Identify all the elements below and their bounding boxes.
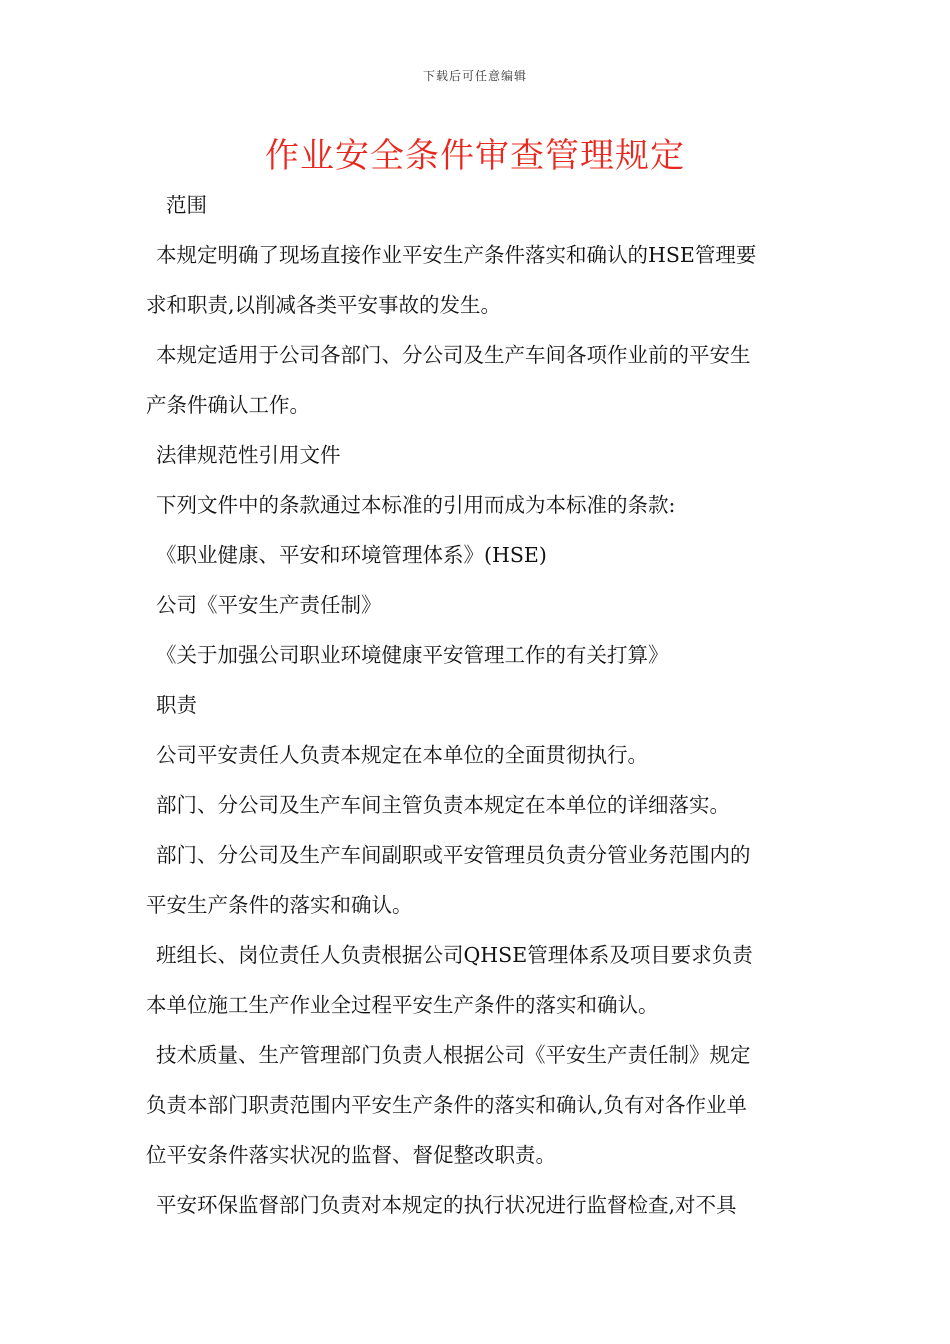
text-line: 本规定适用于公司各部门、分公司及生产车间各项作业前的平安生	[156, 343, 751, 367]
text-line: 本规定明确了现场直接作业平安生产条件落实和确认的HSE管理要	[156, 243, 757, 267]
text-line: 平安生产条件的落实和确认。	[146, 893, 413, 917]
text-line: 部门、分公司及生产车间主管负责本规定在本单位的详细落实。	[156, 793, 730, 817]
text-line: 本单位施工生产作业全过程平安生产条件的落实和确认。	[146, 993, 659, 1017]
text-line: 《职业健康、平安和环境管理体系》(HSE)	[156, 543, 547, 567]
text-line: 负责本部门职责范围内平安生产条件的落实和确认,负有对各作业单	[146, 1093, 748, 1117]
text-line: 平安环保监督部门负责对本规定的执行状况进行监督检查,对不具	[156, 1193, 737, 1217]
document-title: 作业安全条件审查管理规定	[265, 136, 685, 176]
text-line: 技术质量、生产管理部门负责人根据公司《平安生产责任制》规定	[156, 1043, 751, 1067]
text-line: 求和职责,以削减各类平安事故的发生。	[146, 293, 502, 317]
document-body	[146, 180, 810, 1230]
text-line: 法律规范性引用文件	[156, 443, 341, 467]
text-line: 班组长、岗位责任人负责根据公司QHSE管理体系及项目要求负责	[156, 943, 753, 967]
text-line: 职责	[156, 693, 197, 717]
text-line: 产条件确认工作。	[146, 393, 310, 417]
text-line: 部门、分公司及生产车间副职或平安管理员负责分管业务范围内的	[156, 843, 751, 867]
text-line: 位平安条件落实状况的监督、督促整改职责。	[146, 1143, 556, 1167]
text-line: 范围	[166, 193, 207, 217]
download-note: 下载后可任意编辑	[422, 69, 527, 83]
text-line: 下列文件中的条款通过本标准的引用而成为本标准的条款:	[156, 493, 676, 517]
text-line: 《关于加强公司职业环境健康平安管理工作的有关打算》	[156, 643, 669, 667]
text-line: 公司《平安生产责任制》	[156, 593, 382, 617]
text-line: 公司平安责任人负责本规定在本单位的全面贯彻执行。	[156, 743, 648, 767]
